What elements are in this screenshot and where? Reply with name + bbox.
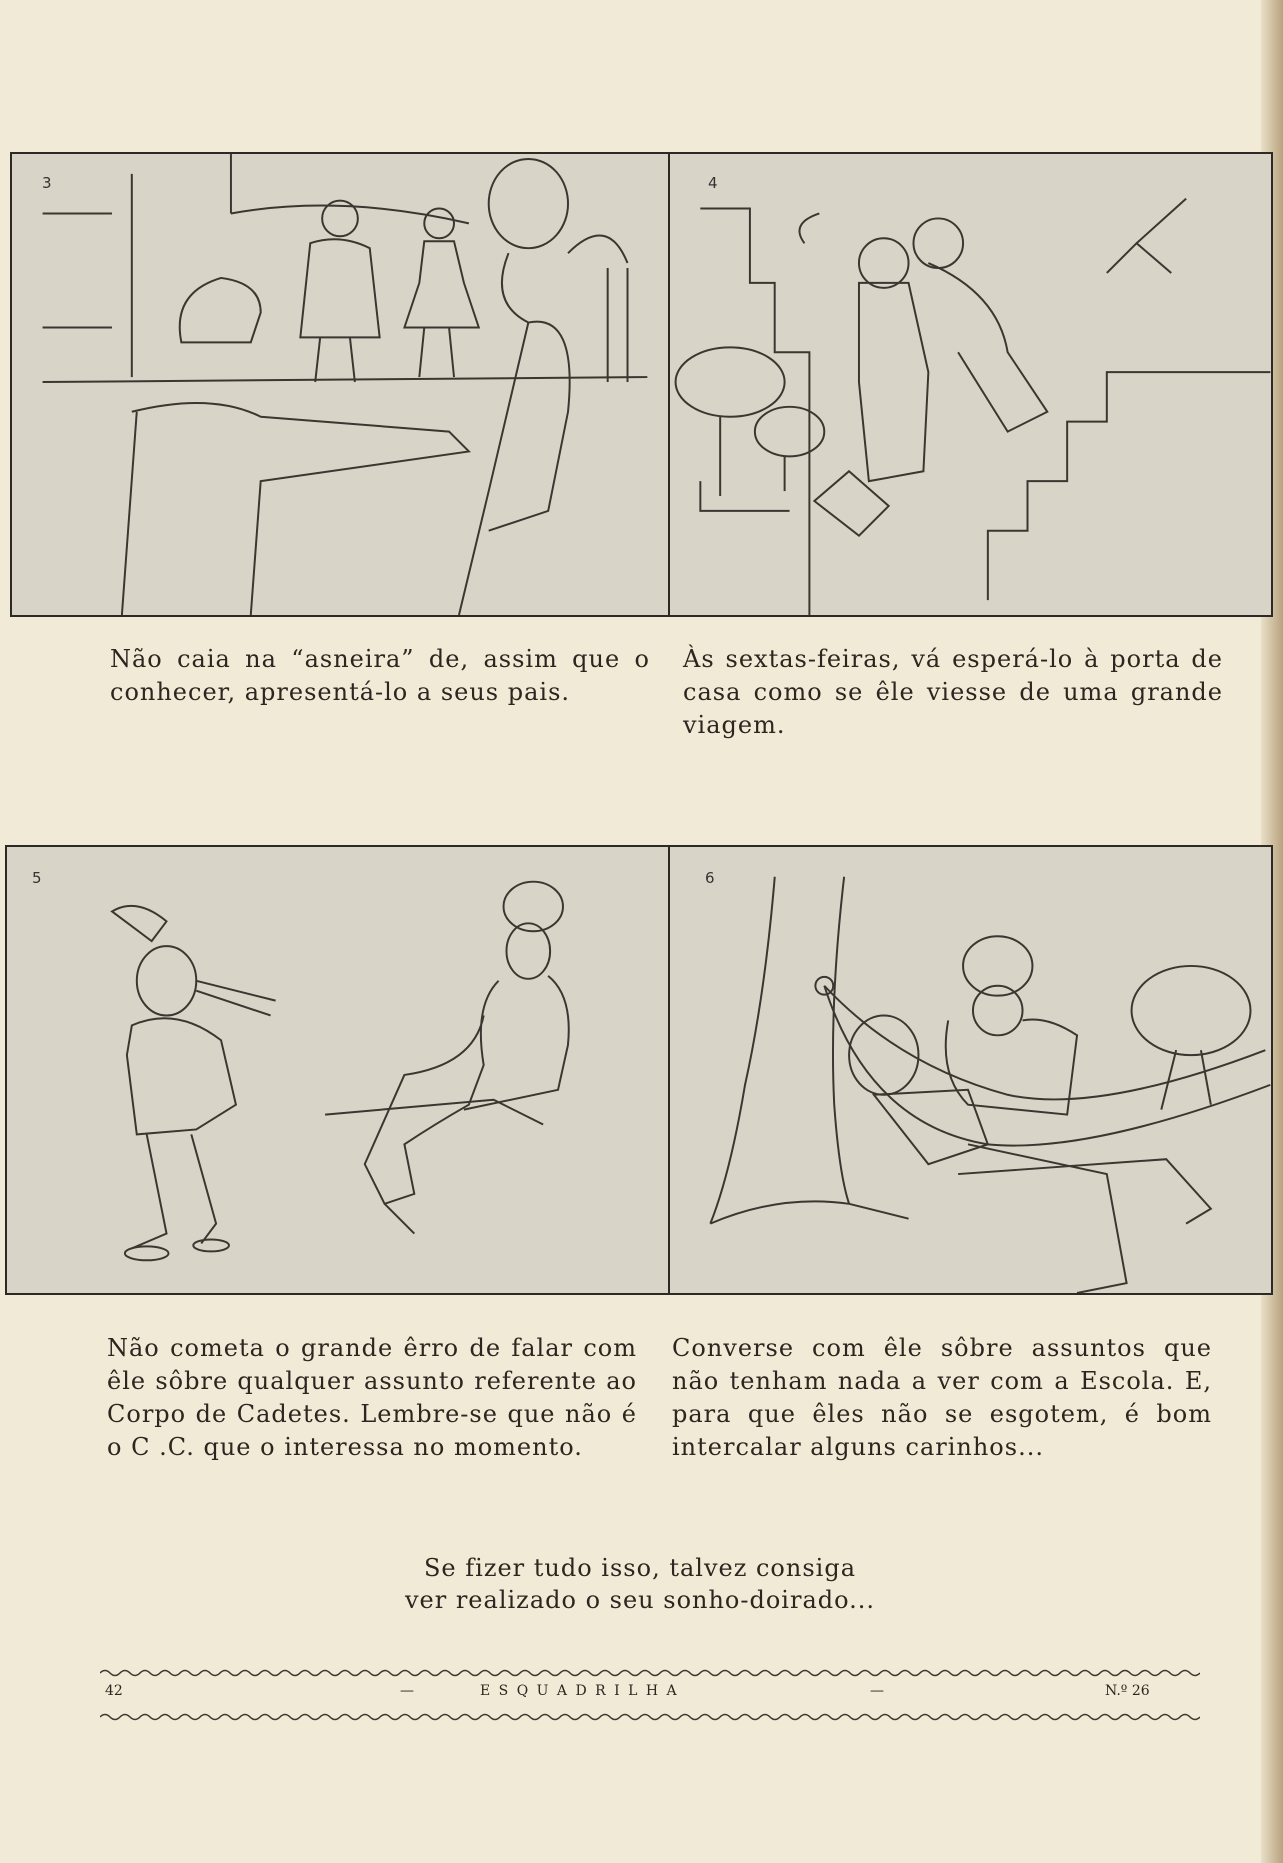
footer — [100, 1683, 1200, 1709]
illustration-meeting-parents — [12, 154, 668, 615]
page-number: 42 — [105, 1683, 123, 1699]
footer-dash-right: — — [870, 1683, 884, 1699]
footer-dash-left: — — [400, 1683, 414, 1699]
footer-wavy-rule-bottom — [100, 1712, 1200, 1722]
comic-panel-6 — [668, 845, 1273, 1295]
comic-panel-4 — [668, 152, 1273, 617]
caption-panel-5: Não cometa o grande êrro de falar com êle sôbre qualquer assunto referente ao Corpo de Cadetes. Lembre-se que não é o C .C. que o interessa no momento. — [107, 1334, 637, 1461]
closing-line-2: ver realizado o seu sonho-doirado... — [404, 1586, 876, 1614]
caption-panel-4: Às sextas-feiras, vá esperá-lo à porta de casa como se êle viesse de uma grande viagem. — [683, 645, 1223, 739]
comic-panel-3 — [10, 152, 670, 617]
panel-number: 6 — [705, 869, 715, 887]
magazine-title: E S Q U A D R I L H A — [480, 1683, 679, 1699]
panel-number: 4 — [708, 174, 718, 192]
panel-number: 3 — [42, 174, 52, 192]
panel-number: 5 — [32, 869, 42, 887]
illustration-man-staring — [7, 847, 668, 1293]
closing-line-1: Se fizer tudo isso, talvez consiga — [423, 1554, 856, 1582]
footer-wavy-rule-top — [100, 1668, 1200, 1678]
caption-panel-6: Converse com êle sôbre assuntos que não tenham nada a ver com a Escola. E, para que êles não se esgotem, é bom intercalar alguns carinhos... — [672, 1334, 1212, 1461]
comic-panel-5 — [5, 845, 670, 1295]
illustration-hammock — [670, 847, 1271, 1293]
issue-number: N.º 26 — [1105, 1683, 1150, 1699]
illustration-greeting-at-door — [670, 154, 1271, 615]
caption-panel-3: Não caia na “asneira” de, assim que o conhecer, apresentá-lo a seus pais. — [110, 645, 650, 706]
